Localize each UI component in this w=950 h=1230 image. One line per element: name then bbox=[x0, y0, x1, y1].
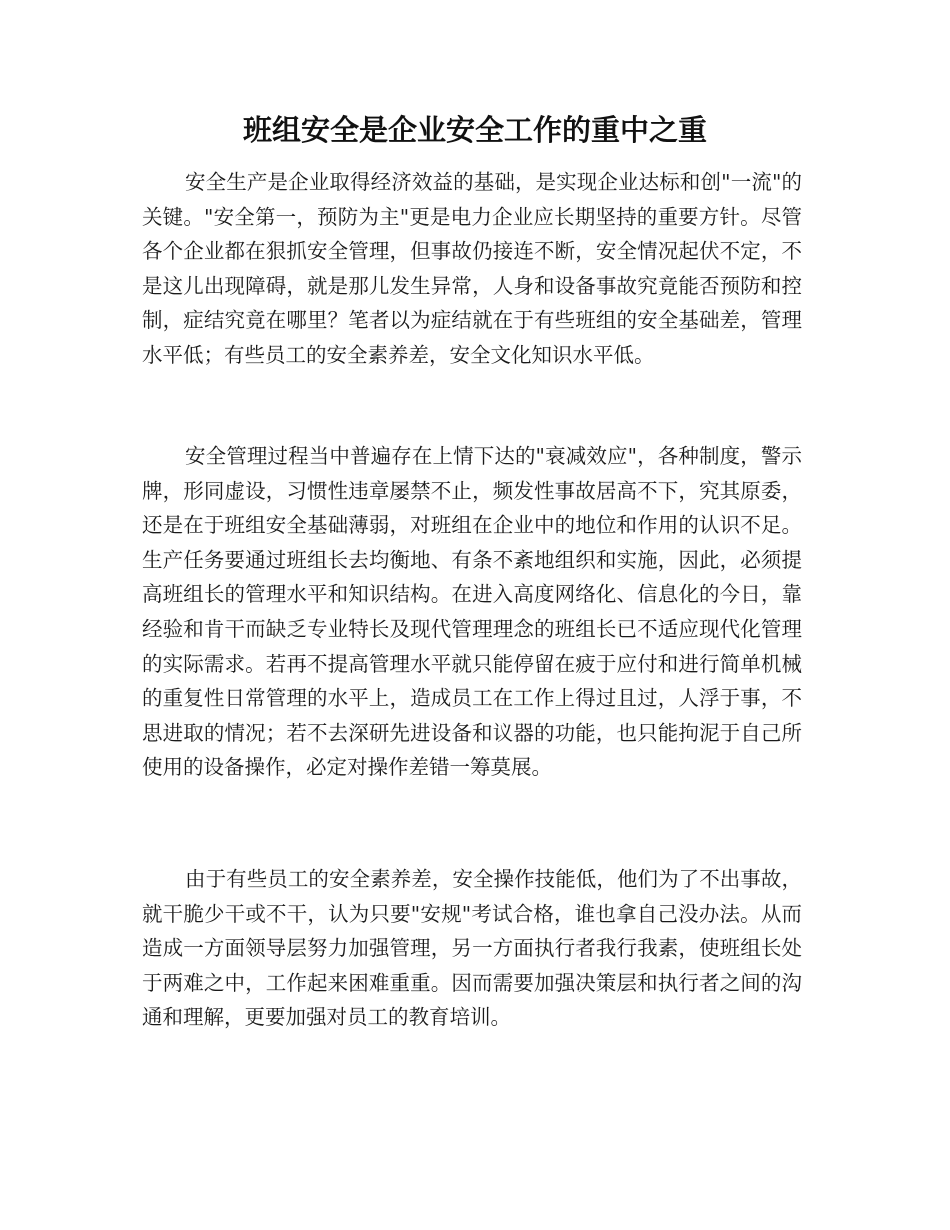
paragraph-3: 由于有些员工的安全素养差，安全操作技能低，他们为了不出事故，就干脆少干或不干，认为只要"安规"考试合格，谁也拿自己没办法。从而造成一方面领导层努力加强管理，另一方面执行者我行我素，使班组长处于两难之中，工作起来困难重重。因而需要加强决策层和执行者之间的沟通和理解，更要加强对员工的教育培训。 bbox=[142, 867, 802, 1030]
document-title: 班组安全是企业安全工作的重中之重 bbox=[242, 113, 707, 147]
paragraph-2: 安全管理过程当中普遍存在上情下达的"衰减效应"，各种制度，警示牌，形同虚设，习惯性违章屡禁不止，频发性事故居高不下，究其原委，还是在于班组安全基础薄弱，对班组在企业中的地位和作用的认识不足。生产任务要通过班组长去均衡地、有条不紊地组织和实施，因此，必须提高班组长的管理水平和知识结构。在进入高度网络化、信息化的今日，靠经验和肯干而缺乏专业特长及现代管理理念的班组长已不适应现代化管理的实际需求。若再不提高管理水平就只能停留在疲于应付和进行简单机械的重复性日常管理的水平上，造成员工在工作上得过且过，人浮于事，不思进取的情况；若不去深研先进设备和议器的功能，也只能拘泥于自己所使用的设备操作，必定对操作差错一筹莫展。 bbox=[142, 444, 802, 780]
paragraph-1: 安全生产是企业取得经济效益的基础，是实现企业达标和创"一流"的关键。"安全第一，预防为主"更是电力企业应长期坚持的重要方针。尽管各个企业都在狠抓安全管理，但事故仍接连不断，安全情况起伏不定，不是这儿出现障碍，就是那儿发生异常，人身和设备事故究竟能否预防和控制，症结究竟在哪里？笔者以为症结就在于有些班组的安全基础差，管理水平低；有些员工的安全素养差，安全文化知识水平低。 bbox=[142, 170, 802, 367]
